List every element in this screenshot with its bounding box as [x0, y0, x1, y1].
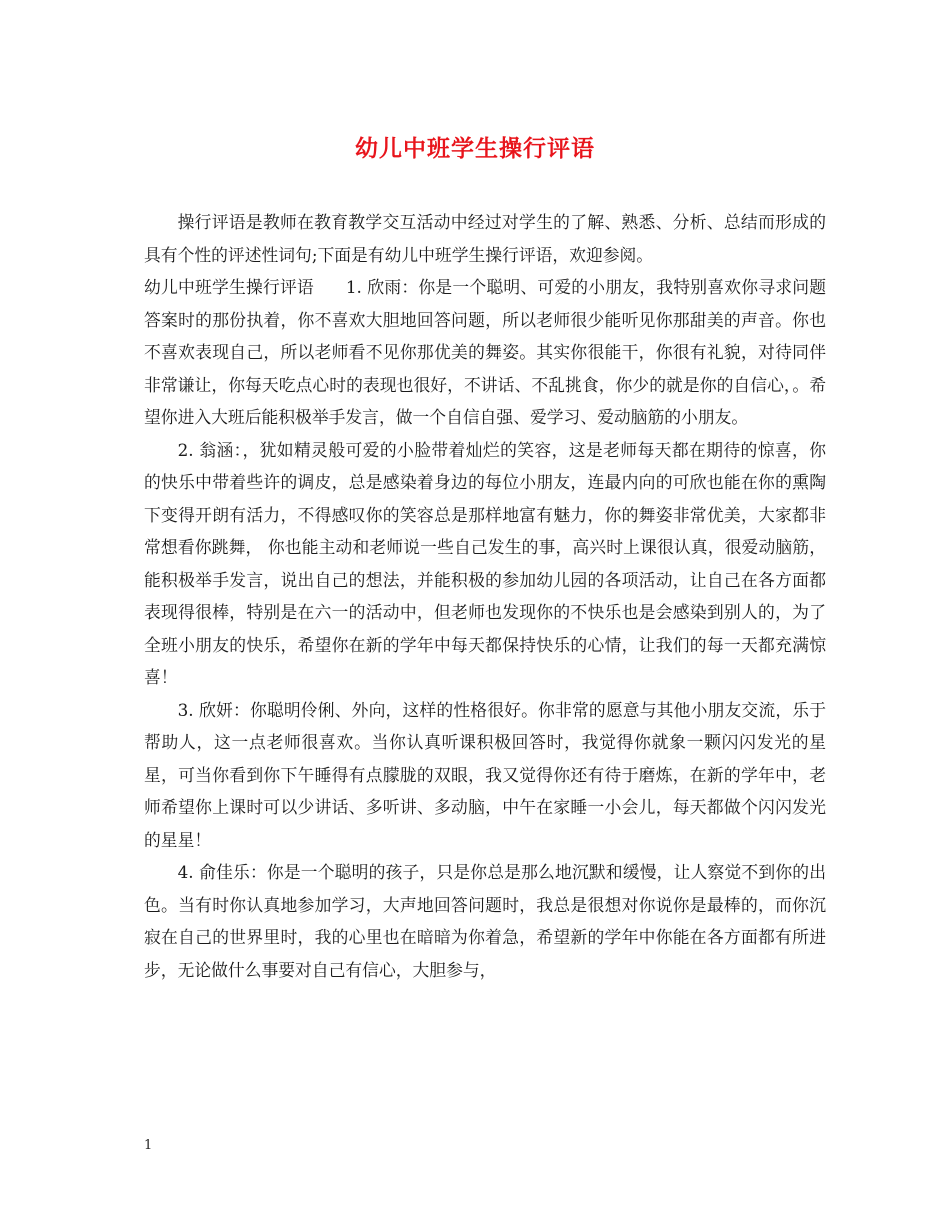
intro-paragraph: 操行评语是教师在教育教学交互活动中经过对学生的了解、熟悉、分析、总结而形成的具有个性的评述性词句;下面是有幼儿中班学生操行评语，欢迎参阅。 [144, 212, 826, 265]
comment-paragraph-3: 3. 欣妍：你聪明伶俐、外向，这样的性格很好。你非常的愿意与其他小朋友交流，乐于帮助人，这一点老师很喜欢。当你认真听课积极回答时，我觉得你就象一颗闪闪发光的星星，可当你看到你下午睡得有点朦胧的双眼，我又觉得你还有待于磨炼，在新的学年中，老师希望你上课时可以少讲话、多听讲、多动脑，中午在家睡一小会儿，每天都做个闪闪发光的星星！ [144, 699, 826, 850]
page-number: 1 [144, 1138, 153, 1153]
document-title: 幼儿中班学生操行评语 [355, 135, 595, 162]
document-body [144, 206, 826, 986]
section-heading: 幼儿中班学生操行评语 [144, 277, 314, 297]
comment-paragraph-4: 4. 俞佳乐：你是一个聪明的孩子，只是你总是那么地沉默和缓慢，让人察觉不到你的出色。当有时你认真地参加学习，大声地回答问题时，我总是很想对你说你是最棒的，而你沉寂在自己的世界里时，我的心里也在暗暗为你着急，希望新的学年中你能在各方面都有所进步，无论做什么事要对自己有信心，大胆参与， [144, 862, 826, 980]
comment-text-1: 1. 欣雨：你是一个聪明、可爱的小朋友，我特别喜欢你寻求问题答案时的那份执着，你不喜欢大胆地回答问题，所以老师很少能听见你那甜美的声音。你也不喜欢表现自己，所以老师看不见你那优美的舞姿。其实你很能干，你很有礼貌，对待同伴非常谦让，你每天吃点心时的表现也很好，不讲话、不乱挑食，你少的就是你的自信心，。希望你进入大班后能积极举手发言，做一个自信自强、爱学习、爱动脑筋的小朋友。 [144, 277, 826, 427]
comment-paragraph-1 [144, 271, 826, 434]
comment-paragraph-2: 2. 翁涵：，犹如精灵般可爱的小脸带着灿烂的笑容，这是老师每天都在期待的惊喜，你的快乐中带着些许的调皮，总是感染着身边的每位小朋友，连最内向的可欣也能在你的熏陶下变得开朗有活力，不得感叹你的笑容总是那样地富有魅力，你的舞姿非常优美，大家都非常想看你跳舞， 你也能主动和老师说一些自己发生的事，高兴时上课很认真，很爱动脑筋，能积极举手发言，说出自己的想法，并能积极的参加幼儿园的各项活动，让自己在各方面都表现得很棒，特别是在六一的活动中，但老师也发现你的不快乐也是会感染到别人的，为了全班小朋友的快乐，希望你在新的学年中每天都保持快乐的心情，让我们的每一天都充满惊喜！ [144, 439, 826, 687]
